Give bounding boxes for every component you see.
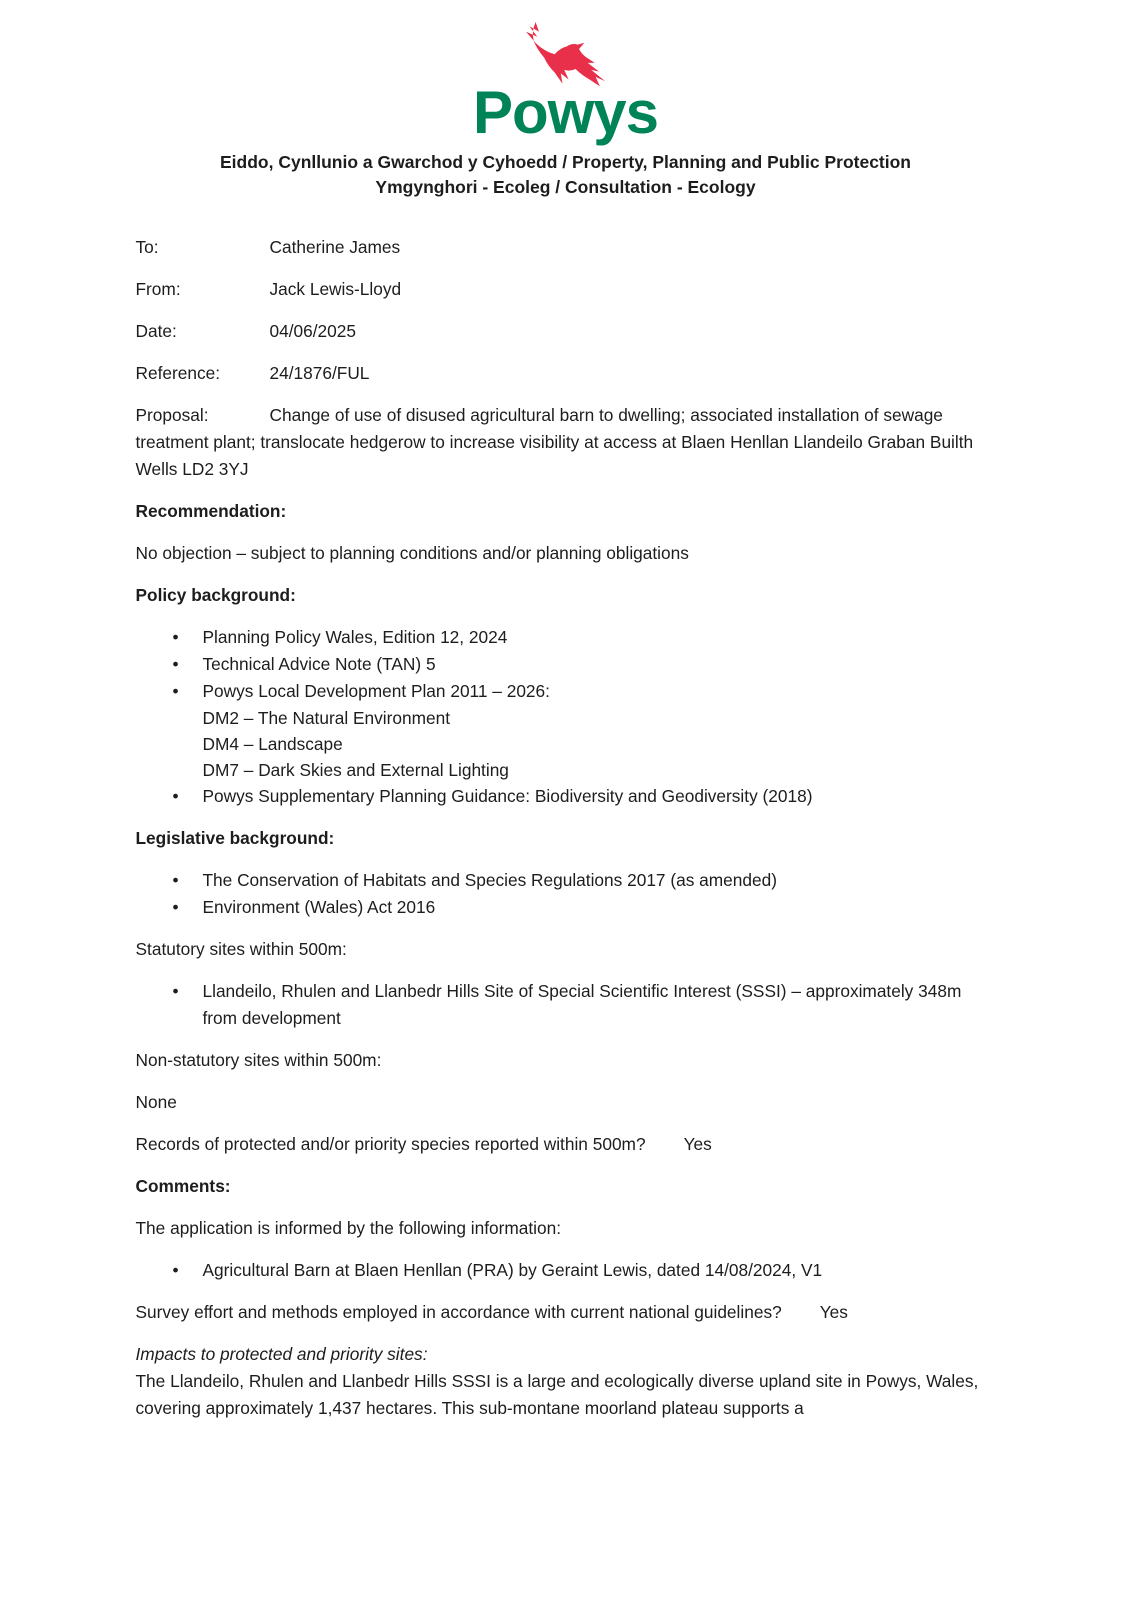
meta-from-row xyxy=(136,276,996,303)
date-label: Date: xyxy=(135,321,177,341)
policy-list xyxy=(136,624,996,810)
date-value: 04/06/2025 xyxy=(269,321,356,341)
meta-reference-row xyxy=(136,360,996,387)
proposal-paragraph xyxy=(136,402,996,483)
impacts-heading: Impacts to protected and priority sites: xyxy=(135,1344,428,1364)
recommendation-text: No objection – subject to planning conditions and/or planning obligations xyxy=(135,543,689,563)
records-answer: Yes xyxy=(683,1134,712,1154)
recommendation-heading: Recommendation: xyxy=(135,501,287,521)
records-question: Records of protected and/or priority species reported within 500m? xyxy=(135,1134,646,1154)
reference-label: Reference: xyxy=(135,363,221,383)
from-label: From: xyxy=(135,279,181,299)
document-header xyxy=(0,150,1131,200)
to-value: Catherine James xyxy=(269,237,401,257)
from-value: Jack Lewis-Lloyd xyxy=(269,279,402,299)
list-item: • The Conservation of Habitats and Species Regulations 2017 (as amended) xyxy=(173,867,996,894)
legislative-list xyxy=(136,867,996,921)
list-item: • Llandeilo, Rhulen and Llanbedr Hills Site of Special Scientific Interest (SSSI) – approximately 348m from development xyxy=(173,978,996,1032)
statutory-sites-list xyxy=(136,978,996,1032)
reference-value: 24/1876/FUL xyxy=(269,363,370,383)
records-question-row xyxy=(136,1131,996,1158)
survey-question: Survey effort and methods employed in accordance with current national guidelines? xyxy=(135,1302,782,1322)
proposal-value: Change of use of disused agricultural barn to dwelling; associated installation of sewage treatment plant; translocate hedgerow to increase visibility at access at Blaen Henllan Llandeilo Graban Builth Wells LD2 3YJ xyxy=(135,405,974,479)
list-item: • Agricultural Barn at Blaen Henllan (PRA) by Geraint Lewis, dated 14/08/2024, V1 xyxy=(173,1257,996,1284)
logo-wordmark: Powys xyxy=(472,79,659,146)
comments-list xyxy=(136,1257,996,1284)
consultation-subtitle: Ymgynghori - Ecoleg / Consultation - Ecology xyxy=(375,177,756,197)
comments-heading: Comments: xyxy=(135,1176,231,1196)
policy-subline: DM7 – Dark Skies and External Lighting xyxy=(202,760,509,780)
list-item: • Powys Supplementary Planning Guidance: Biodiversity and Geodiversity (2018) xyxy=(173,783,996,810)
policy-subline: DM4 – Landscape xyxy=(202,734,343,754)
list-item: • Technical Advice Note (TAN) 5 xyxy=(173,651,996,678)
meta-to-row xyxy=(136,234,996,261)
legislative-background-heading: Legislative background: xyxy=(135,828,335,848)
list-item: • Planning Policy Wales, Edition 12, 2024 xyxy=(173,624,996,651)
policy-background-heading: Policy background: xyxy=(135,585,296,605)
proposal-label: Proposal: xyxy=(135,405,209,425)
survey-answer: Yes xyxy=(819,1302,848,1322)
department-title: Eiddo, Cynllunio a Gwarchod y Cyhoedd / Property, Planning and Public Protection xyxy=(220,152,911,172)
impacts-paragraph: The Llandeilo, Rhulen and Llanbedr Hills SSSI is a large and ecologically diverse upland site in Powys, Wales, covering approximately 1,437 hectares. This sub-montane moorland plateau supports a xyxy=(135,1371,979,1418)
non-statutory-sites-label: Non-statutory sites within 500m: xyxy=(135,1050,382,1070)
survey-question-row xyxy=(136,1299,996,1326)
powys-logo xyxy=(0,0,1131,146)
memo-meta xyxy=(136,234,996,483)
to-label: To: xyxy=(135,237,159,257)
non-statutory-sites-value: None xyxy=(135,1092,177,1112)
list-item: • Powys Local Development Plan 2011 – 2026: DM2 – The Natural Environment DM4 – Landscape DM7 – Dark Skies and External Lighting xyxy=(173,678,996,783)
comments-intro: The application is informed by the following information: xyxy=(135,1218,562,1238)
list-item: • Environment (Wales) Act 2016 xyxy=(173,894,996,921)
document-body xyxy=(136,234,996,1422)
statutory-sites-label: Statutory sites within 500m: xyxy=(135,939,347,959)
meta-date-row xyxy=(136,318,996,345)
policy-subline: DM2 – The Natural Environment xyxy=(202,708,450,728)
